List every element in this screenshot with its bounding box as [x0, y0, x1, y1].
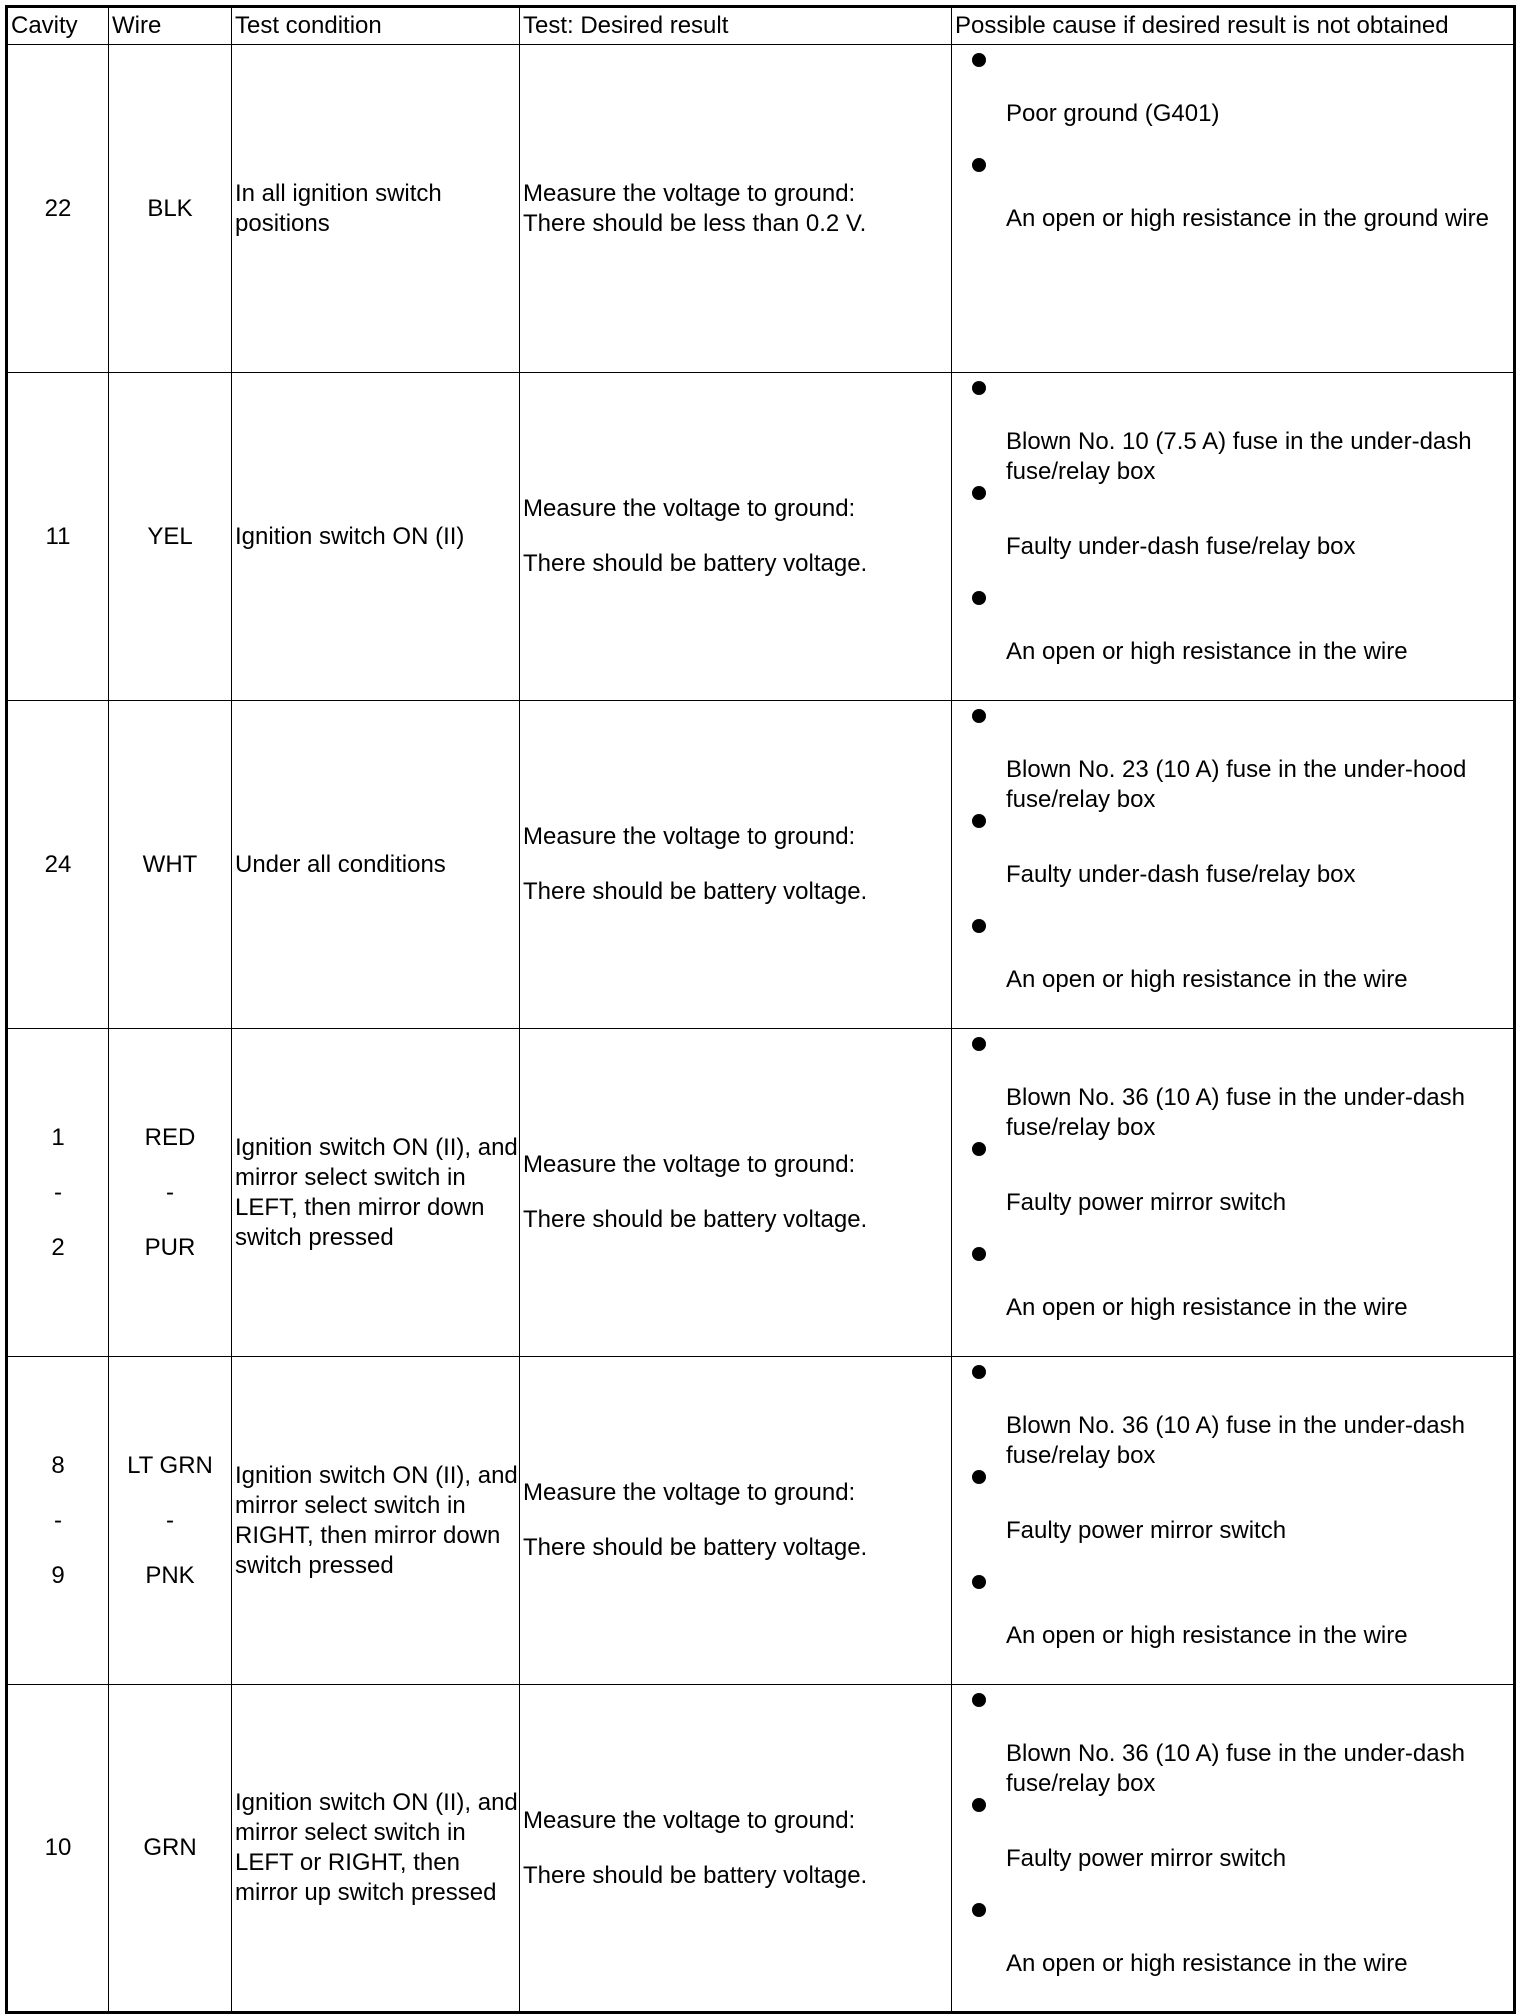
possible-cause-cell: [952, 701, 1515, 1029]
test-condition-cell: In all ignition switch positions: [232, 45, 520, 373]
cause-text: Faulty under-dash fuse/relay box: [1006, 861, 1356, 888]
header-wire: Wire: [109, 7, 232, 45]
cavity-value: 22: [44, 194, 72, 222]
wire-cell: [109, 1357, 232, 1685]
table-row: [7, 373, 1515, 701]
cause-text: Blown No. 10 (7.5 A) fuse in the under-dash fuse/relay box: [1006, 428, 1472, 485]
cause-text: An open or high resistance in the wire: [1006, 1294, 1408, 1321]
cause-item: [952, 1575, 1513, 1680]
desired-result-cell: [520, 1685, 952, 2013]
cause-item: [952, 919, 1513, 1024]
troubleshooting-table-sheet: [5, 5, 1513, 1977]
result-expected: There should be battery voltage.: [523, 1534, 868, 1561]
cause-item: [952, 1365, 1513, 1470]
wire-cell: [109, 1685, 232, 2013]
wire-color: YEL: [147, 522, 193, 550]
cause-item: [952, 1470, 1513, 1575]
wire-color: -: [166, 1179, 174, 1206]
bullet-icon: [972, 1693, 986, 1707]
cavity-value: 10: [44, 1834, 72, 1861]
wire-color: BLK: [147, 194, 193, 222]
header-possible-cause: Possible cause if desired result is not obtained: [952, 7, 1515, 45]
bullet-icon: [972, 1470, 986, 1484]
header-desired-result: Test: Desired result: [520, 7, 952, 45]
cause-item: [952, 814, 1513, 919]
possible-cause-cell: [952, 1685, 1515, 2013]
wire-color: RED: [144, 1124, 196, 1151]
cause-text: An open or high resistance in the wire: [1006, 966, 1408, 993]
desired-result-cell: [520, 701, 952, 1029]
wire-cell: [109, 1029, 232, 1357]
result-instruction: Measure the voltage to ground:: [523, 1151, 856, 1178]
cause-text: An open or high resistance in the wire: [1006, 1950, 1408, 1977]
cause-text: An open or high resistance in the ground wire: [1006, 205, 1489, 232]
result-expected: There should be battery voltage.: [523, 1861, 868, 1889]
bullet-icon: [972, 1247, 986, 1261]
bullet-icon: [972, 381, 986, 395]
cause-item: [952, 1798, 1513, 1903]
wire-color: GRN: [143, 1834, 197, 1861]
table-row: [7, 1029, 1515, 1357]
cavity-cell: [7, 373, 109, 701]
wire-cell: [109, 701, 232, 1029]
bullet-icon: [972, 1142, 986, 1156]
bullet-icon: [972, 158, 986, 172]
cavity-value: -: [54, 1507, 62, 1534]
cause-text: Blown No. 36 (10 A) fuse in the under-dash fuse/relay box: [1006, 1084, 1465, 1141]
cavity-value: 8: [51, 1452, 65, 1479]
result-expected: There should be less than 0.2 V.: [523, 209, 867, 237]
cause-item: [952, 53, 1513, 158]
cause-item: [952, 591, 1513, 696]
test-condition-cell: Ignition switch ON (II), and mirror select switch in LEFT or RIGHT, then mirror up switch pressed: [232, 1685, 520, 2013]
table-header-row: [7, 7, 1515, 45]
cause-text: Faulty power mirror switch: [1006, 1517, 1287, 1544]
wire-cell: [109, 373, 232, 701]
result-instruction: Measure the voltage to ground:: [523, 823, 856, 850]
cause-item: [952, 158, 1513, 263]
result-expected: There should be battery voltage.: [523, 550, 868, 577]
cause-item: [952, 1247, 1513, 1352]
bullet-icon: [972, 591, 986, 605]
cavity-value: 1: [51, 1124, 65, 1151]
cause-item: [952, 709, 1513, 814]
header-cavity: Cavity: [7, 7, 109, 45]
cause-item: [952, 1142, 1513, 1247]
bullet-icon: [972, 814, 986, 828]
test-condition-cell: Ignition switch ON (II): [232, 373, 520, 701]
cavity-value: 2: [51, 1234, 65, 1261]
possible-cause-cell: [952, 373, 1515, 701]
test-condition-cell: Ignition switch ON (II), and mirror select switch in LEFT, then mirror down switch pressed: [232, 1029, 520, 1357]
cavity-value: 11: [45, 522, 71, 550]
header-test-condition: Test condition: [232, 7, 520, 45]
bullet-icon: [972, 486, 986, 500]
cause-item: [952, 381, 1513, 486]
possible-cause-cell: [952, 1357, 1515, 1685]
wire-color: LT GRN: [127, 1452, 213, 1479]
desired-result-cell: [520, 373, 952, 701]
wire-color: PNK: [145, 1562, 195, 1589]
table-row: [7, 45, 1515, 373]
bullet-icon: [972, 53, 986, 67]
test-condition-cell: Under all conditions: [232, 701, 520, 1029]
possible-cause-cell: [952, 45, 1515, 373]
cause-text: Blown No. 36 (10 A) fuse in the under-dash fuse/relay box: [1006, 1412, 1465, 1469]
table-body: [7, 45, 1515, 2013]
cause-text: Blown No. 36 (10 A) fuse in the under-dash fuse/relay box: [1006, 1740, 1465, 1797]
bullet-icon: [972, 709, 986, 723]
table-row: [7, 701, 1515, 1029]
result-instruction: Measure the voltage to ground:: [523, 1479, 856, 1506]
result-instruction: Measure the voltage to ground:: [523, 495, 856, 522]
possible-cause-cell: [952, 1029, 1515, 1357]
cause-item: [952, 486, 1513, 591]
cavity-value: 24: [44, 850, 72, 878]
result-instruction: Measure the voltage to ground:: [523, 1806, 856, 1834]
desired-result-cell: [520, 1357, 952, 1685]
cause-text: Blown No. 23 (10 A) fuse in the under-hood fuse/relay box: [1006, 756, 1467, 813]
cavity-cell: [7, 701, 109, 1029]
desired-result-cell: [520, 1029, 952, 1357]
cause-text: An open or high resistance in the wire: [1006, 638, 1408, 665]
result-expected: There should be battery voltage.: [523, 1206, 868, 1233]
cavity-cell: [7, 1685, 109, 2013]
desired-result-cell: [520, 45, 952, 373]
cavity-cell: [7, 1357, 109, 1685]
cause-text: Faulty power mirror switch: [1006, 1845, 1287, 1872]
cause-item: [952, 1903, 1513, 2008]
wire-color: -: [166, 1507, 174, 1534]
cavity-value: -: [54, 1179, 62, 1206]
cause-text: Poor ground (G401): [1006, 100, 1220, 127]
result-expected: There should be battery voltage.: [523, 878, 868, 905]
cavity-cell: [7, 45, 109, 373]
bullet-icon: [972, 1798, 986, 1812]
cause-item: [952, 1037, 1513, 1142]
connector-test-table: [5, 5, 1516, 2014]
result-instruction: Measure the voltage to ground:: [523, 179, 856, 207]
cause-text: Faulty power mirror switch: [1006, 1189, 1287, 1216]
wire-color: PUR: [144, 1234, 196, 1261]
wire-color: WHT: [142, 850, 198, 878]
wire-cell: [109, 45, 232, 373]
cavity-value: 9: [51, 1562, 65, 1589]
table-row: [7, 1685, 1515, 2013]
bullet-icon: [972, 1365, 986, 1379]
cause-text: Faulty under-dash fuse/relay box: [1006, 533, 1356, 560]
cause-text: An open or high resistance in the wire: [1006, 1622, 1408, 1649]
cause-item: [952, 1693, 1513, 1798]
bullet-icon: [972, 919, 986, 933]
bullet-icon: [972, 1037, 986, 1051]
test-condition-cell: Ignition switch ON (II), and mirror select switch in RIGHT, then mirror down switch pressed: [232, 1357, 520, 1685]
bullet-icon: [972, 1903, 986, 1917]
table-row: [7, 1357, 1515, 1685]
cavity-cell: [7, 1029, 109, 1357]
bullet-icon: [972, 1575, 986, 1589]
